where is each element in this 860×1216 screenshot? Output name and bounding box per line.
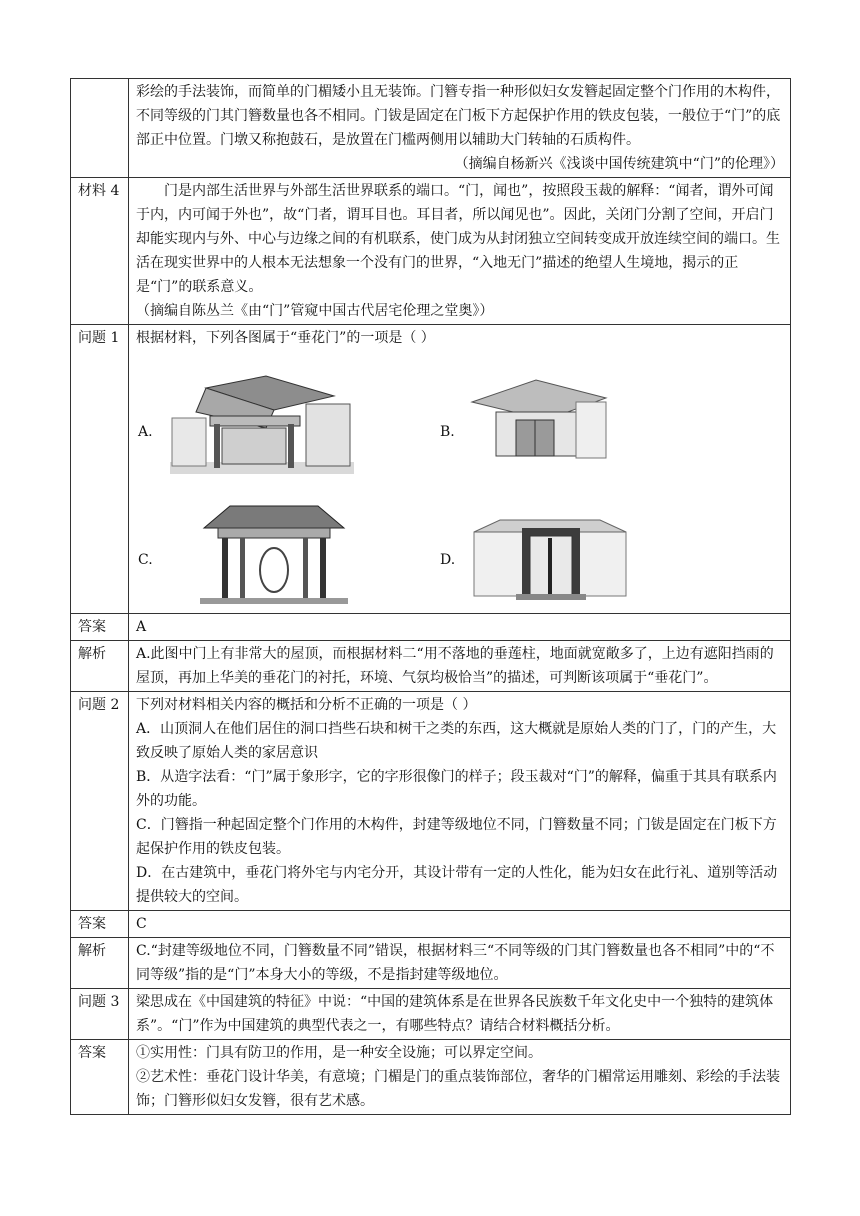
row-content [129,325,791,614]
analysis-1-text: A.此图中门上有非常大的屋顶，而根据材料二“用不落地的垂莲柱，地面就宽敞多了，上边有遮阳挡雨的屋顶，再加上华美的垂花门的衬托，环境、气氛均极恰当”的描述，可判断该项属于“垂花门”。 [129,641,791,692]
answer-3-point-1: ①实用性：门具有防卫的作用，是一种安全设施；可以界定空间。 [136,1045,542,1061]
option-a-label: A. [138,424,153,440]
row-question-2 [71,692,791,911]
question-2-option-b: B．从造字法看：“门”属于象形字，它的字形很像门的样子；段玉裁对“门”的解释，偏重于其具有联系内外的功能。 [136,769,777,809]
material-3-source: （摘编自杨新兴《浅谈中国传统建筑中“门”的伦理》） [454,156,784,172]
row-content [129,1040,791,1115]
gate-drawing-d [470,502,630,602]
option-d-label: D. [440,552,456,568]
answer-1-text: A [129,614,791,641]
row-content [129,79,791,178]
material-4-source: （摘编自陈丛兰《由“门”管窥中国古代居宅伦理之堂奥》） [136,303,494,319]
row-analysis-2 [71,938,791,989]
row-label: 问题 3 [71,989,129,1040]
gate-drawing-a [166,368,358,476]
row-analysis-1 [71,641,791,692]
material-4-text: 门是内部生活世界与外部生活世界联系的端口。“门，闻也”，按照段玉裁的解释：“闻者，谓外可闻于内，内可闻于外也”，故“门者，谓耳目也。耳目者，所以闻见也”。因此，关闭门分割了空间，开启门却能实现内与外、中心与边缘之间的有机联系，使门成为从封闭独立空间转变成开放连续空间的端口。生活在现实世界中的人根本无法想象一个没有门的世界，“入地无门”描述的绝望人生境地，揭示的正是“门”的联系意义。 [136,183,780,295]
question-3-text: 梁思成在《中国建筑的特征》中说：“中国的建筑体系是在世界各民族数千年文化史中一个独特的建筑体系”。“门”作为中国建筑的典型代表之一，有哪些特点？请结合材料概括分析。 [129,989,791,1040]
gate-drawing-b [466,372,616,462]
gate-drawing-c [198,498,350,606]
row-content [129,692,791,911]
row-label [71,79,129,178]
material-3-text: 彩绘的手法装饰，而简单的门楣矮小且无装饰。门簪专指一种形似妇女发簪起固定整个门作用的木构件，不同等级的门其门簪数量也各不相同。门钹是固定在门板下方起保护作用的铁皮包装，一般位于“门”的底部正中位置。门墩又称抱鼓石，是放置在门槛两侧用以辅助大门转轴的石质构件。 [136,84,781,148]
row-question-3 [71,989,791,1040]
answer-3-point-2: ②艺术性：垂花门设计华美，有意境；门楣是门的重点装饰部位，奢华的门楣常运用雕刻、彩绘的手法装饰；门簪形似妇女发簪，很有艺术感。 [136,1069,780,1109]
option-figures [136,350,784,612]
question-2-option-a: A．山顶洞人在他们居住的洞口挡些石块和树干之类的东西，这大概就是原始人类的门了，门的产生，大致反映了原始人类的家居意识 [136,721,777,761]
question-1-text: 根据材料，下列各图属于“垂花门”的一项是（ ） [136,330,435,346]
row-answer-2 [71,911,791,938]
row-answer-1 [71,614,791,641]
question-2-option-d: D．在古建筑中，垂花门将外宅与内宅分开，其设计带有一定的人性化，能为妇女在此行礼、道别等活动提供较大的空间。 [136,865,778,905]
row-label: 问题 1 [71,325,129,614]
row-label: 问题 2 [71,692,129,911]
row-label: 解析 [71,641,129,692]
row-material-3-cont [71,79,791,178]
option-b-label: B. [440,424,455,440]
option-c-label: C. [138,552,153,568]
row-material-4 [71,178,791,325]
question-2-text: 下列对材料相关内容的概括和分析不正确的一项是（ ） [136,697,477,713]
row-content [129,178,791,325]
answer-2-text: C [129,911,791,938]
row-label: 解析 [71,938,129,989]
row-label: 答案 [71,1040,129,1115]
row-question-1 [71,325,791,614]
row-label: 答案 [71,911,129,938]
row-answer-3 [71,1040,791,1115]
question-2-option-c: C．门簪指一种起固定整个门作用的木构件，封建等级地位不同，门簪数量不同；门钹是固定在门板下方起保护作用的铁皮包装。 [136,817,777,857]
analysis-2-text: C.“封建等级地位不同，门簪数量不同”错误，根据材料三“不同等级的门其门簪数量也各不相同”中的“不同等级”指的是“门”本身大小的等级，不是指封建等级地位。 [129,938,791,989]
row-label: 材料 4 [71,178,129,325]
question-table [70,78,791,1115]
row-label: 答案 [71,614,129,641]
